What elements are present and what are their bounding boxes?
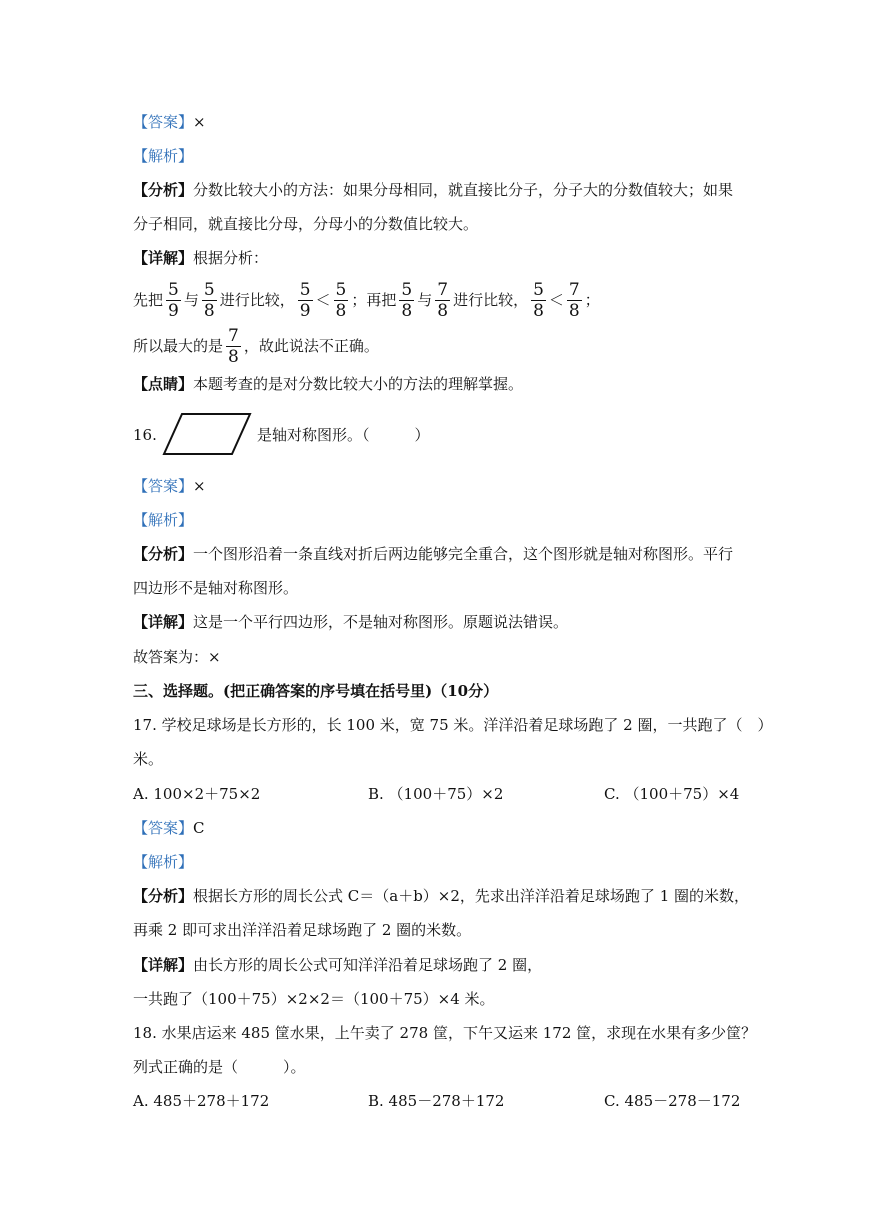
dianjing-text: 本题考查的是对分数比较大小的方法的理解掌握。: [193, 375, 524, 393]
numerator: 5: [168, 279, 179, 300]
q17-stem-line-2: 米。: [133, 750, 164, 768]
less-than-sign: ＜: [548, 291, 564, 309]
numerator: 5: [299, 279, 311, 300]
q17-option-b: B. （100＋75）×2: [368, 785, 504, 803]
fraction-7-8: [435, 280, 450, 321]
numerator: 7: [437, 279, 449, 300]
q17-analysis-tag: 【解析】: [133, 853, 194, 871]
q18-option-c: C. 485－278－172: [604, 1092, 741, 1110]
q18-option-a: A. 485＋278＋172: [133, 1092, 270, 1110]
numerator: 7: [568, 279, 580, 300]
q17-option-a: A. 100×2＋75×2: [133, 785, 261, 803]
q16-analysis-tag: 【解析】: [133, 511, 194, 529]
fenxi-text: 分数比较大小的方法：如果分母相同，就直接比分子，分子大的分数值较大；如果: [193, 181, 734, 199]
numerator: 5: [401, 279, 413, 300]
xiangjie-text: 根据分析：: [193, 249, 269, 267]
q18-stem-line-2: 列式正确的是（ ）。: [133, 1058, 306, 1076]
xiangjie-tag: 【详解】: [133, 613, 194, 631]
q15-fenxi-line-1: [133, 180, 733, 200]
text-segment: ，故此说法不正确。: [243, 337, 379, 355]
q18-stem-line-1: 18. 水果店运来 485 筐水果，上午卖了 278 筐，下午又运来 172 筐，求现在水果有多少筐？: [133, 1024, 757, 1042]
q15-fenxi-line-2: 分子相同，就直接比分母，分母小的分数值比较大。: [133, 215, 479, 233]
text-segment: ；再把: [351, 291, 397, 309]
q16-final-answer: 故答案为：×: [133, 648, 221, 666]
q16-answer-line: [133, 476, 206, 496]
answer-value: ×: [193, 113, 206, 131]
xiangjie-text: 这是一个平行四边形，不是轴对称图形。原题说法错误。: [193, 613, 569, 631]
denominator: 9: [168, 300, 179, 321]
fenxi-tag: 【分析】: [133, 181, 194, 199]
text-segment: 进行比较，: [453, 291, 529, 309]
text-segment: ；: [584, 291, 600, 309]
q15-xiangjie-line: [133, 248, 268, 268]
text-segment: 进行比较，: [219, 291, 295, 309]
q17-xiangjie-line-2: 一共跑了（100＋75）×2×2＝（100＋75）×4 米。: [133, 990, 495, 1008]
fraction-5-9: [166, 280, 181, 321]
fenxi-text: 一个图形沿着一条直线对折后两边能够完全重合，这个图形就是轴对称图形。平行: [193, 545, 734, 563]
fraction-7-8: [226, 326, 241, 367]
q15-dianjing-line: [133, 374, 523, 394]
fraction-5-8: [399, 280, 414, 321]
less-than-sign: ＜: [315, 291, 331, 309]
q15-answer-line: [133, 112, 206, 132]
q17-option-c: C. （100＋75）×4: [604, 785, 740, 803]
numerator: 5: [533, 279, 544, 300]
q15-fraction-compare-line: [133, 278, 600, 322]
answer-tag: 【答案】: [133, 477, 194, 495]
xiangjie-tag: 【详解】: [133, 249, 194, 267]
answer-tag: 【答案】: [133, 819, 194, 837]
xiangjie-text: 由长方形的周长公式可知洋洋沿着足球场跑了 2 圈，: [193, 956, 543, 974]
text-segment: 先把: [133, 291, 164, 309]
numerator: 7: [228, 325, 239, 346]
q17-xiangjie-line-1: [133, 955, 542, 975]
denominator: 8: [203, 300, 215, 321]
q17-fenxi-line-1: [133, 886, 749, 906]
text-segment: 与: [183, 291, 199, 309]
fraction-5-8: [531, 280, 546, 321]
fenxi-tag: 【分析】: [133, 887, 194, 905]
denominator: 8: [568, 300, 580, 321]
q17-stem-line-1: 17. 学校足球场是长方形的，长 100 米，宽 75 米。洋洋沿着足球场跑了 2 圈，一共跑了（ ）: [133, 716, 773, 734]
xiangjie-tag: 【详解】: [133, 956, 194, 974]
fraction-5-8: [202, 280, 217, 321]
q18-option-b: B. 485－278＋172: [368, 1092, 505, 1110]
text-segment: 与: [417, 291, 433, 309]
answer-tag: 【答案】: [133, 113, 194, 131]
denominator: 8: [533, 300, 544, 321]
numerator: 5: [335, 279, 347, 300]
fenxi-tag: 【分析】: [133, 545, 194, 563]
q17-fenxi-line-2: 再乘 2 即可求出洋洋沿着足球场跑了 2 圈的米数。: [133, 921, 472, 939]
section-3-title: 三、选择题。(把正确答案的序号填在括号里)（10分）: [133, 682, 499, 700]
fraction-5-8: [334, 280, 349, 321]
q16-xiangjie-line: [133, 612, 568, 632]
q16-stem: 是轴对称图形。（ ）: [257, 426, 430, 444]
text-segment: 所以最大的是: [133, 337, 224, 355]
denominator: 8: [437, 300, 449, 321]
fraction-5-9: [298, 280, 313, 321]
denominator: 8: [335, 300, 347, 321]
q17-answer-line: [133, 818, 205, 838]
q16-fenxi-line-1: [133, 544, 733, 564]
dianjing-tag: 【点睛】: [133, 375, 194, 393]
q16-number: 16.: [133, 426, 157, 444]
numerator: 5: [203, 279, 215, 300]
denominator: 9: [299, 300, 311, 321]
q15-analysis-tag: 【解析】: [133, 147, 194, 165]
fraction-7-8: [567, 280, 582, 321]
denominator: 8: [228, 346, 239, 367]
q15-conclusion-line: [133, 324, 379, 368]
denominator: 8: [401, 300, 413, 321]
parallelogram-figure: [160, 410, 254, 458]
answer-value: C: [193, 819, 205, 837]
fenxi-text: 根据长方形的周长公式 C＝（a＋b）×2，先求出洋洋沿着足球场跑了 1 圈的米数，: [193, 887, 750, 905]
answer-value: ×: [193, 477, 206, 495]
q16-fenxi-line-2: 四边形不是轴对称图形。: [133, 579, 299, 597]
